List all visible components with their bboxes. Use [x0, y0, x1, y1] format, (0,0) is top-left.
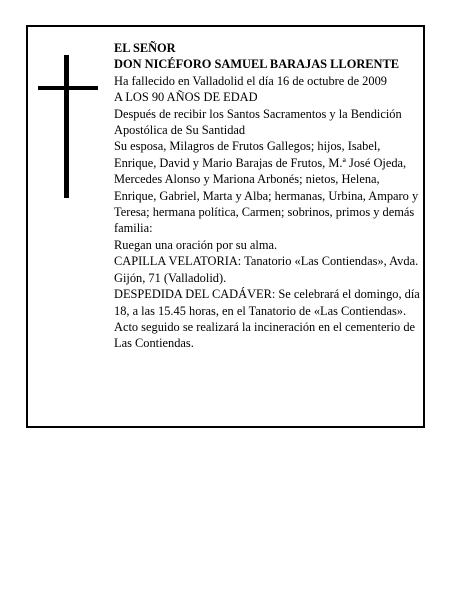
farewell-info: DESPEDIDA DEL CADÁVER: Se celebrará el domingo, día 18, a las 15.45 horas, en el Tanatorio de «Las Contiendas». Acto seguido se realizará la incineración en el cementerio de Las Contiendas.	[114, 287, 420, 351]
obituary-text	[114, 40, 420, 352]
obituary-notice	[26, 25, 425, 428]
title-line-1: EL SEÑOR	[114, 41, 176, 55]
prayer-request: Ruegan una oración por su alma.	[114, 237, 278, 252]
cross-vertical-bar	[64, 55, 69, 198]
family-list: Su esposa, Milagros de Frutos Gallegos; hijos, Isabel, Enrique, David y Mario Barajas de Frutos, M.ª José Ojeda, Mercedes Alonso y Mariona Arbonés; nietos, Helena, Enrique, Gabriel, Marta y Alba; hermanas, Urbina, Amparo y Teresa; hermana política, Carmen; sobrinos, primos y demás familia:	[114, 139, 419, 236]
sacraments-statement: Después de recibir los Santos Sacramentos y la Bendición Apostólica de Su Santidad	[114, 106, 402, 138]
deceased-name: DON NICÉFORO SAMUEL BARAJAS LLORENTE	[114, 57, 400, 72]
chapel-info: CAPILLA VELATORIA: Tanatorio «Las Contiendas», Avda. Gijón, 71 (Valladolid).	[114, 254, 419, 285]
cross-icon	[38, 55, 98, 198]
cross-horizontal-bar	[38, 86, 98, 90]
death-statement: Ha fallecido en Valladolid el día 16 de octubre de 2009	[114, 73, 387, 88]
age-statement: A LOS 90 AÑOS DE EDAD	[114, 90, 258, 105]
